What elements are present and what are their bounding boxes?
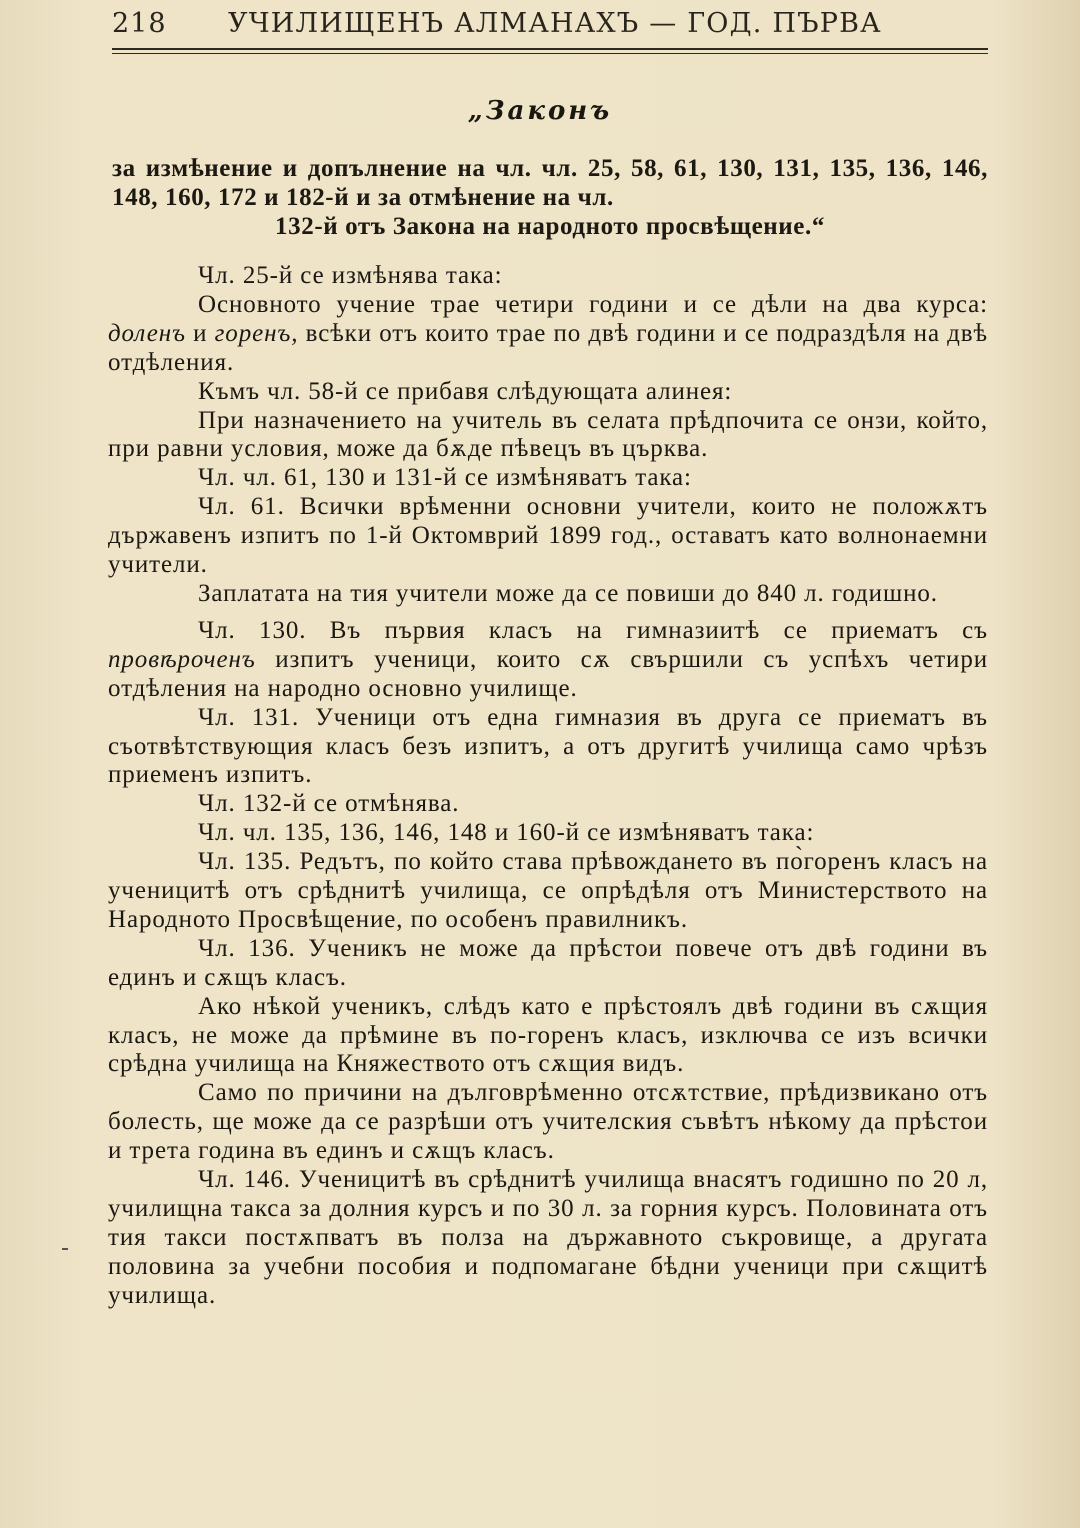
paragraph-art-25-intro: Чл. 25-й се измѣнява така: [198,262,503,289]
term-dolen: доленъ [108,319,186,347]
paragraph-art-25-text: Основното учение трае четири години и се дѣли на два курса: доленъ и горенъ, всѣки отъ които трае по двѣ години и се подраздѣля на двѣ отдѣления. [108,290,988,376]
page-header [112,4,988,44]
subtitle-line-1: за измѣнение и допълнение на чл. чл. 25, 58, 61, 130, 131, [112,155,820,182]
paragraph-art-61-130-131-intro: Чл. чл. 61, 130 и 131-й се измѣняватъ така: [198,464,692,492]
law-title: „Законъ [467,96,613,126]
law-subtitle [112,154,988,241]
margin-mark [62,1248,68,1250]
paragraph-art-135-160-intro: Чл. чл. 135, 136, 146, 148 и 160-й се измѣняватъ така: [198,819,815,847]
paragraph-art-136: Чл. 136. Ученикъ не може да прѣстои повече отъ двѣ години въ единъ и сѫщъ класъ. [108,934,988,991]
term-goren: горенъ, [214,319,299,347]
paragraph-art-61: Чл. 61. Всички врѣменни основни учители, които не положѫтъ държавенъ изпитъ по 1-й Октомврий 1899 год., оставатъ като волнонаемни учители. [108,493,988,579]
paragraph-art-130: Чл. 130. Въ първия класъ на гимназиитѣ се приематъ съ провѣроченъ изпитъ ученици, които сѫ свършили съ успѣхъ четири отдѣления на народно основно училище. [108,616,988,702]
paragraph-art-58-intro: Къмъ чл. 58-й се прибавя слѣдующата алинея: [198,377,733,405]
law-body [108,262,988,1311]
paragraph-art-58-text: При назначението на учитель въ селата прѣдпочита се онзи, който, при равни условия, може да бѫде пѣвецъ въ църква. [108,406,988,463]
subtitle-line-3: 132-й отъ Закона на народното просвѣщение.“ [275,213,825,240]
paragraph-art-135: Чл. 135. Редътъ, по който става прѣвождането въ по̀горенъ класъ на ученицитѣ отъ срѣднитѣ училища, се опрѣдѣля отъ Министерството на Народното Просвѣщение, по особенъ правилникъ. [108,848,988,933]
header-rule-bottom [112,53,988,54]
page-number: 218 [112,8,167,39]
paragraph-art-136-expulsion: Ако нѣкой ученикъ, слѣдъ като е прѣстоялъ двѣ години въ сѫщия класъ, не може да прѣмине въ по-горенъ класъ, изключва се изъ всички срѣдна училища на Княжеството отъ сѫщия видъ. [108,992,988,1078]
paragraph-art-146: Чл. 146. Ученицитѣ въ срѣднитѣ училища внасятъ годишно по 20 л, училищна такса за долния курсъ и по 30 л. за горния курсъ. Половината отъ тия такси постѫпватъ въ полза на държавното съкровище, а другата половина за учебни пособия и подпомагане бѣдни ученици при сѫщитѣ училища. [108,1166,988,1309]
header-rule-top [112,48,988,50]
running-title: УЧИЛИЩЕНЪ АЛМАНАХЪ — ГОД. ПЪРВА [228,8,882,39]
paragraph-art-136-exception: Само по причини на дълговрѣменно отсѫтствие, прѣдизвикано отъ болесть, ще може да се разрѣши отъ учителския съвѣтъ нѣкому да прѣстои и трета година въ единъ и сѫщъ класъ. [108,1079,988,1165]
paragraph-art-132: Чл. 132-й се отмѣнява. [198,790,460,818]
paragraph-art-61-salary: Заплатата на тия учители може да се повиши до 840 л. годишно. [198,579,938,607]
subtitle-line-2: 135, 136, 146, 148, 160, 172 и 182-й и за отмѣнение на чл. [112,155,988,211]
term-proverochen: провѣроченъ [108,645,256,673]
paragraph-art-131: Чл. 131. Ученици отъ една гимназия въ друга се приематъ въ съотвѣтствующия класъ безъ изпитъ, а отъ другитѣ училища само чрѣзъ приеменъ изпитъ. [108,703,988,789]
